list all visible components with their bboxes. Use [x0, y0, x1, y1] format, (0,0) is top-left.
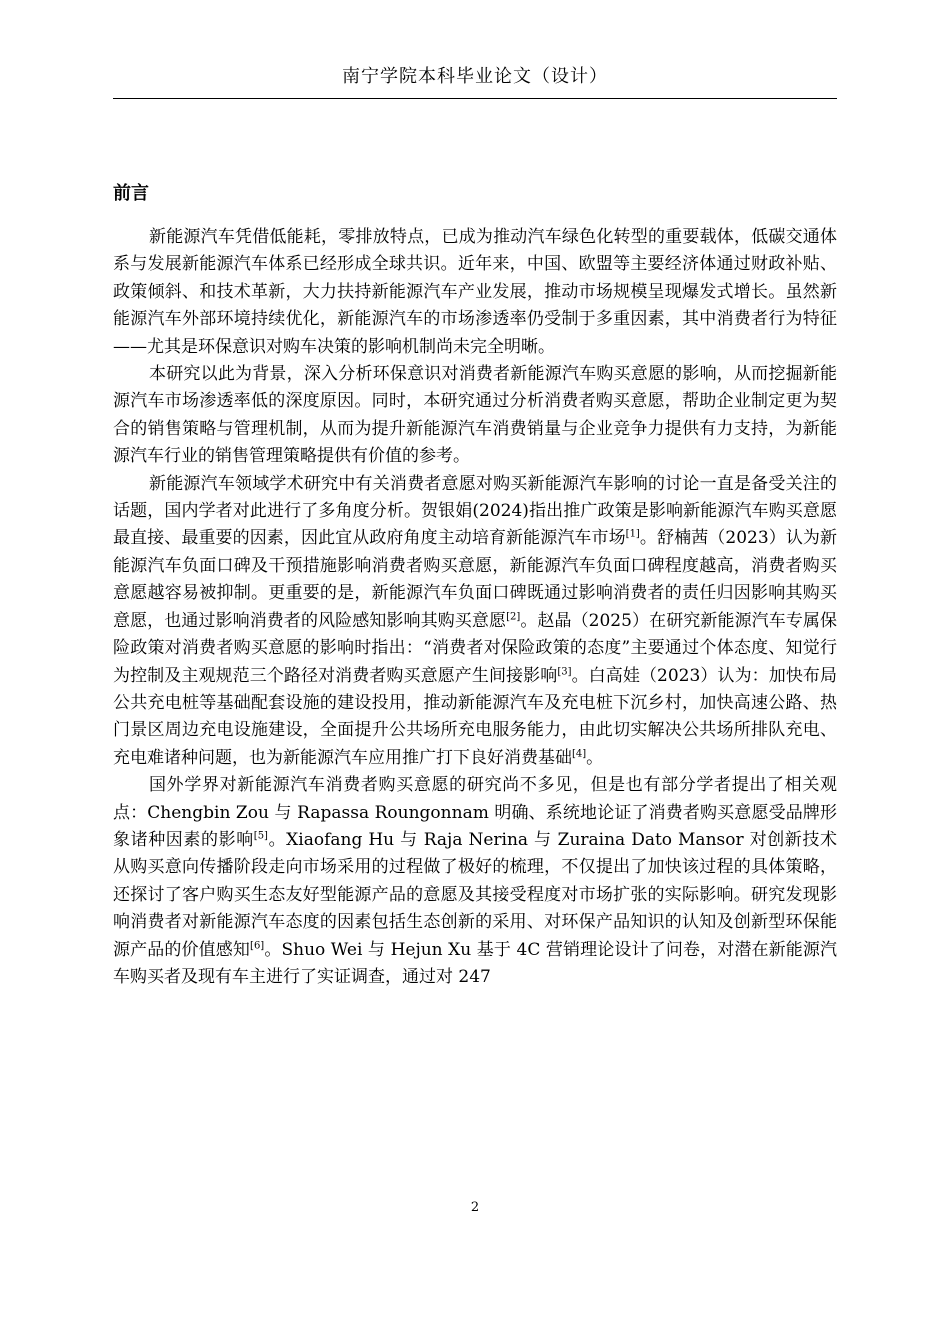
paragraph-text: 。Shuo Wei 与 Hejun Xu 基于 4C 营销理论设计了问卷，对潜在新能源汽车购买者及现有车主进行了实证调查，通过对 247 — [113, 939, 837, 987]
paragraph-text: 。赵晶（2025）在研究新能源汽车专属保险政策对消费者购买意愿的影响时指出：“消费者对保险政策的态度”主要通过个体态度、知觉行为控制及主观规范三个路径对消费者购买意愿产生间接影响 — [113, 610, 838, 686]
page-header: 南宁学院本科毕业论文（设计） — [342, 66, 608, 87]
body-paragraph — [113, 361, 837, 471]
paragraph-text: 国外学界对新能源汽车消费者购买意愿的研究尚不多见，但是也有部分学者提出了相关观点：Chengbin Zou 与 Rapassa Roungonnam 明确、系统地论证了消费者购买意愿受品牌形象诸种因素的影响 — [113, 775, 837, 850]
body-paragraph — [113, 471, 837, 772]
paragraph-text: 。Xiaofang Hu 与 Raja Nerina 与 Zuraina Dato Mansor 对创新技术从购买意向传播阶段走向市场采用的过程做了极好的梳理，不仅提出了加快该过程的具体策略，还探讨了客户购买生态友好型能源产品的意愿及其接受程度对市场扩张的实际影响。研究发现影响消费者对新能源汽车态度的因素包括生态创新的采用、对环保产品知识的认知及创新型环保能源产品的价值感知 — [113, 829, 837, 960]
body-paragraph — [113, 224, 837, 361]
citation-ref: [6] — [250, 939, 265, 951]
citation-ref: [5] — [253, 830, 268, 842]
citation-ref: [2] — [506, 611, 521, 623]
citation-ref: [3] — [557, 665, 572, 677]
page-number: 2 — [470, 1200, 480, 1215]
citation-ref: [4] — [572, 748, 587, 760]
body-paragraph — [113, 772, 837, 991]
citation-ref: [1] — [625, 528, 640, 540]
header-rule — [113, 98, 837, 99]
paragraph-text: 。白高娃（2023）认为：加快布局公共充电桩等基础配套设施的建设投用，推动新能源汽车及充电桩下沉乡村，加快高速公路、热门景区周边充电设施建设，全面提升公共场所充电服务能力，由此切实解决公共场所排队充电、充电难诸种问题，也为新能源汽车应用推广打下良好消费基础 — [113, 665, 838, 768]
paragraph-text: 本研究以此为背景，深入分析环保意识对消费者新能源汽车购买意愿的影响，从而挖掘新能源汽车市场渗透率低的深度原因。同时，本研究通过分析消费者购买意愿，帮助企业制定更为契合的销售策略与管理机制，从而为提升新能源汽车消费销量与企业竞争力提供有力支持，为新能源汽车行业的销售管理策略提供有价值的参考。 — [113, 364, 837, 467]
paragraph-text: 。舒楠茜（2023）认为新能源汽车负面口碑及干预措施影响消费者购买意愿，新能源汽车负面口碑程度越高，消费者购买意愿越容易被抑制。更重要的是，新能源汽车负面口碑既通过影响消费者的责任归因影响其购买意愿，也通过影响消费者的风险感知影响其购买意愿 — [113, 528, 837, 631]
paragraph-text: 。 — [586, 747, 604, 768]
body-text — [113, 224, 837, 991]
section-heading: 前言 — [113, 183, 149, 204]
paragraph-text: 新能源汽车凭借低能耗，零排放特点，已成为推动汽车绿色化转型的重要载体，低碳交通体系与发展新能源汽车体系已经形成全球共识。近年来，中国、欧盟等主要经济体通过财政补贴、政策倾斜、和技术革新，大力扶持新能源汽车产业发展，推动市场规模呈现爆发式增长。虽然新能源汽车外部环境持续优化，新能源汽车的市场渗透率仍受制于多重因素，其中消费者行为特征——尤其是环保意识对购车决策的影响机制尚未完全明晰。 — [113, 227, 837, 357]
paragraph-text: 新能源汽车领域学术研究中有关消费者意愿对购买新能源汽车影响的讨论一直是备受关注的话题，国内学者对此进行了多角度分析。贺银娟(2024)指出推广政策是影响新能源汽车购买意愿最直接、最重要的因素，因此宜从政府角度主动培育新能源汽车市场 — [113, 473, 837, 549]
